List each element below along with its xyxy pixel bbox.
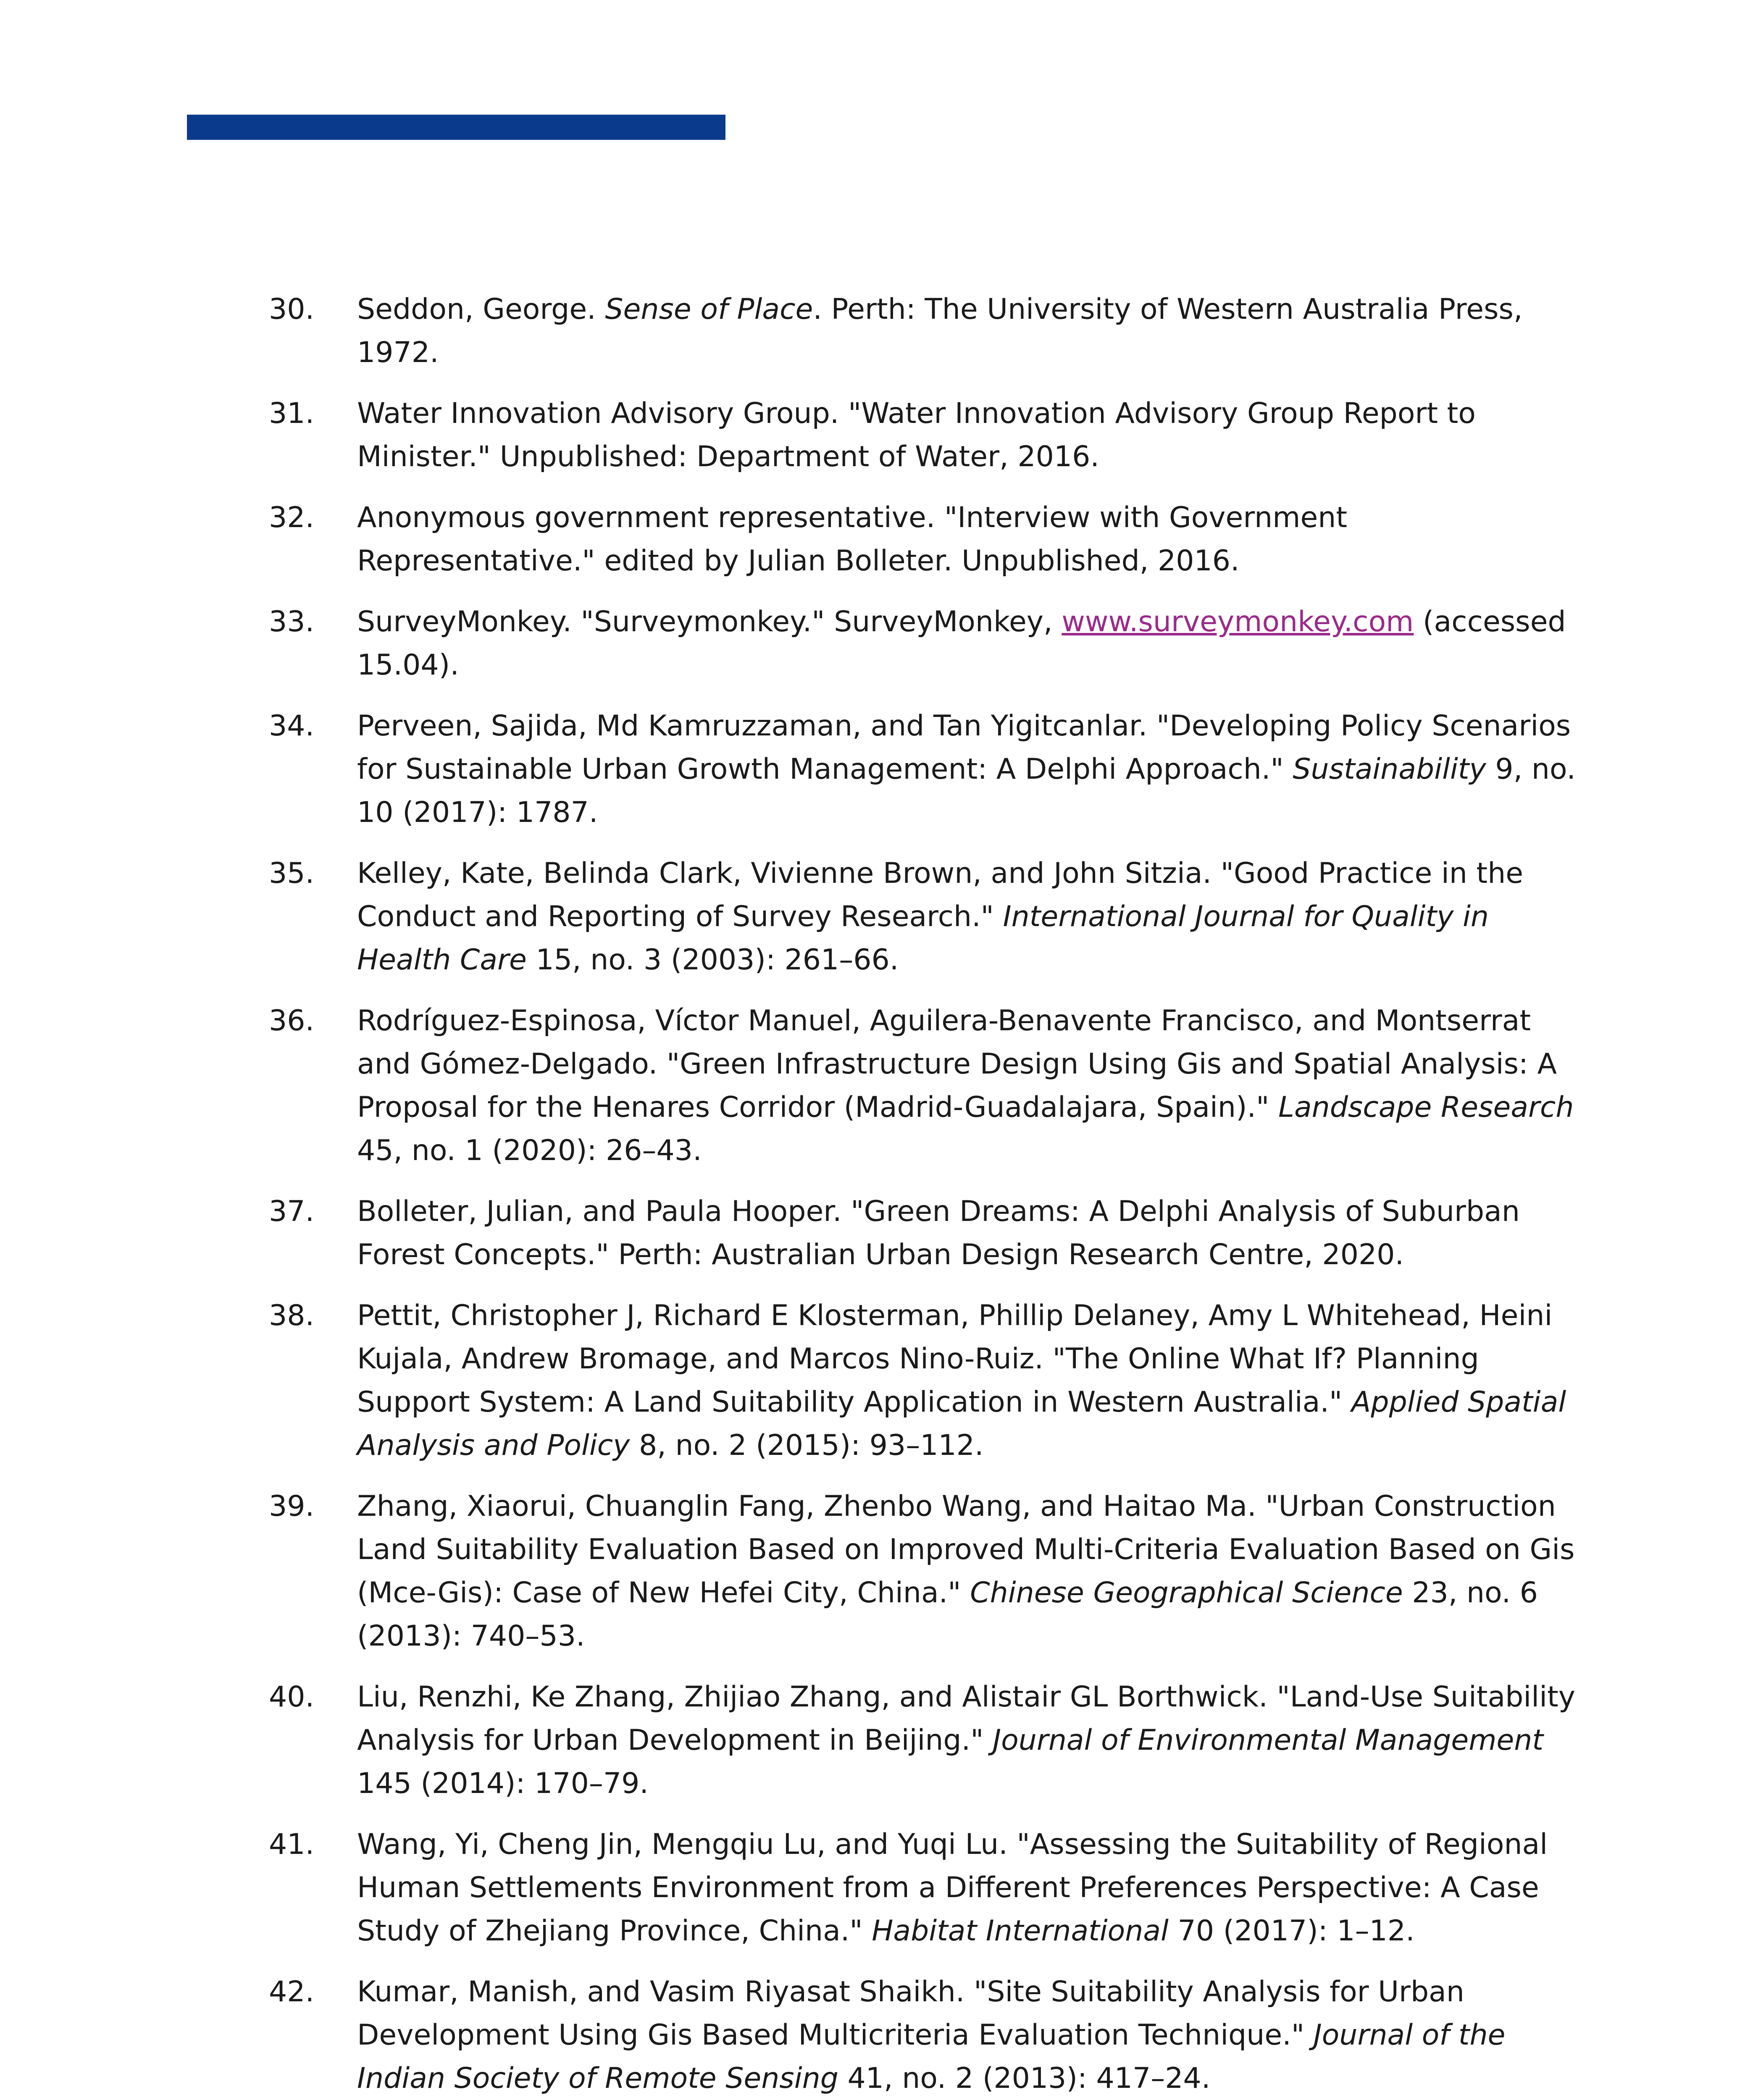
reference-text (357, 293, 1523, 369)
reference-text (357, 397, 1476, 473)
reference-text (357, 605, 1566, 682)
reference-item (269, 496, 1584, 583)
reference-item (269, 1485, 1584, 1658)
reference-text-segment: Zhang, Xiaorui, Chuanglin Fang, Zhenbo Wang, and Haitao Ma. "Urban Construction Land Suitability Evaluation Based on Improved Multi-Criteria Evaluation Based on Gis (Mce-Gis): Case of New Hefei City, China." (357, 1490, 1575, 1609)
reference-item (269, 1970, 1584, 2100)
reference-number: 33. (269, 605, 315, 638)
reference-text-segment: 145 (2014): 170–79. (357, 1767, 649, 1800)
reference-text-segment: . Perth: The University of Western Australia Press, 1972. (357, 293, 1523, 369)
reference-item (269, 1190, 1584, 1276)
reference-text (357, 1299, 1566, 1462)
reference-text-segment: Bolleter, Julian, and Paula Hooper. "Green Dreams: A Delphi Analysis of Suburban Forest Concepts." Perth: Australian Urban Design Research Centre, 2020. (357, 1195, 1520, 1271)
reference-list (269, 288, 1584, 2100)
reference-text-segment: Pettit, Christopher J, Richard E Klosterman, Phillip Delaney, Amy L Whitehead, Heini Kujala, Andrew Bromage, and Marcos Nino-Ruiz. "The Online What If? Planning Support System: A Land Suitability Application in Western Australia." (357, 1299, 1553, 1419)
reference-source-title: Journal of the Indian Society of Remote Sensing (357, 2019, 1506, 2095)
reference-source-title: Journal of Environmental Management (993, 1724, 1544, 1757)
reference-text (357, 1195, 1520, 1271)
reference-number: 32. (269, 501, 315, 534)
reference-item (269, 852, 1584, 982)
reference-number: 38. (269, 1299, 315, 1332)
reference-source-title: Habitat International (872, 1914, 1169, 1948)
reference-text (357, 1004, 1574, 1167)
reference-item (269, 600, 1584, 687)
reference-item (269, 1294, 1584, 1467)
reference-number: 34. (269, 709, 315, 743)
reference-text (357, 1975, 1506, 2095)
reference-source-title: Chinese Geographical Science (970, 1576, 1403, 1609)
reference-number: 36. (269, 1004, 315, 1037)
reference-text-segment: (accessed 15.04). (357, 605, 1566, 682)
reference-source-title: Sustainability (1293, 753, 1486, 786)
reference-text (357, 1490, 1575, 1653)
reference-text-segment: 9, no. 10 (2017): 1787. (357, 753, 1576, 829)
reference-number: 31. (269, 397, 315, 430)
reference-text-segment: 41, no. 2 (2013): 417–24. (838, 2062, 1211, 2095)
reference-text-segment: 45, no. 1 (2020): 26–43. (357, 1134, 702, 1167)
reference-text-segment: Water Innovation Advisory Group. "Water Innovation Advisory Group Report to Minister." Unpublished: Department of Water, 2016. (357, 397, 1476, 473)
reference-item (269, 392, 1584, 478)
reference-source-title: International Journal for Quality in Health Care (357, 900, 1489, 976)
reference-source-title: Sense of Place (605, 293, 813, 326)
reference-text (357, 1680, 1575, 1800)
reference-text (357, 709, 1576, 829)
reference-source-title: Applied Spatial Analysis and Policy (357, 1386, 1566, 1462)
reference-item (269, 999, 1584, 1172)
reference-number: 39. (269, 1490, 315, 1523)
reference-text-segment: 23, no. 6 (2013): 740–53. (357, 1576, 1538, 1653)
reference-source-title: Landscape Research (1278, 1091, 1574, 1124)
reference-text-segment: 8, no. 2 (2015): 93–112. (630, 1429, 984, 1462)
reference-item (269, 704, 1584, 834)
reference-text-segment: Rodríguez-Espinosa, Víctor Manuel, Aguilera-Benavente Francisco, and Montserrat and Gómez-Delgado. "Green Infrastructure Design Using Gis and Spatial Analysis: A Proposal for the Henares Corridor (Madrid-Guadalajara, Spain)." (357, 1004, 1557, 1124)
reference-text-segment: Wang, Yi, Cheng Jin, Mengqiu Lu, and Yuqi Lu. "Assessing the Suitability of Regional Human Settlements Environment from a Different Preferences Perspective: A Case Study of Zhejiang Province, China." (357, 1828, 1548, 1948)
reference-item (269, 1675, 1584, 1805)
reference-number: 41. (269, 1828, 315, 1861)
reference-text-segment: 70 (2017): 1–12. (1168, 1914, 1415, 1948)
reference-number: 42. (269, 1975, 315, 2008)
reference-text-segment: Seddon, George. (357, 293, 605, 326)
reference-url-link[interactable]: www.surveymonkey.com (1062, 605, 1414, 638)
reference-text-segment: Kumar, Manish, and Vasim Riyasat Shaikh. "Site Suitability Analysis for Urban Development Using Gis Based Multicriteria Evaluation Technique." (357, 1975, 1464, 2052)
reference-text-segment: Liu, Renzhi, Ke Zhang, Zhijiao Zhang, and Alistair GL Borthwick. "Land-Use Suitability Analysis for Urban Development in Beijing." (357, 1680, 1575, 1757)
reference-text-segment: 15, no. 3 (2003): 261–66. (526, 943, 899, 976)
reference-number: 40. (269, 1680, 315, 1714)
reference-item (269, 288, 1584, 374)
header-accent-bar (187, 115, 725, 140)
reference-text-segment: Perveen, Sajida, Md Kamruzzaman, and Tan Yigitcanlar. "Developing Policy Scenarios for Sustainable Urban Growth Management: A Delphi Approach." (357, 709, 1571, 786)
reference-item (269, 1823, 1584, 1953)
reference-text-segment: SurveyMonkey. "Surveymonkey." SurveyMonkey, (357, 605, 1062, 638)
reference-text (357, 857, 1523, 976)
reference-text (357, 501, 1347, 578)
reference-number: 35. (269, 857, 315, 890)
reference-text-segment: Kelley, Kate, Belinda Clark, Vivienne Brown, and John Sitzia. "Good Practice in the Conduct and Reporting of Survey Research." (357, 857, 1524, 933)
reference-text (357, 1828, 1548, 1948)
reference-number: 37. (269, 1195, 315, 1228)
reference-number: 30. (269, 293, 315, 326)
reference-text-segment: Anonymous government representative. "Interview with Government Representative." edited by Julian Bolleter. Unpublished, 2016. (357, 501, 1348, 578)
